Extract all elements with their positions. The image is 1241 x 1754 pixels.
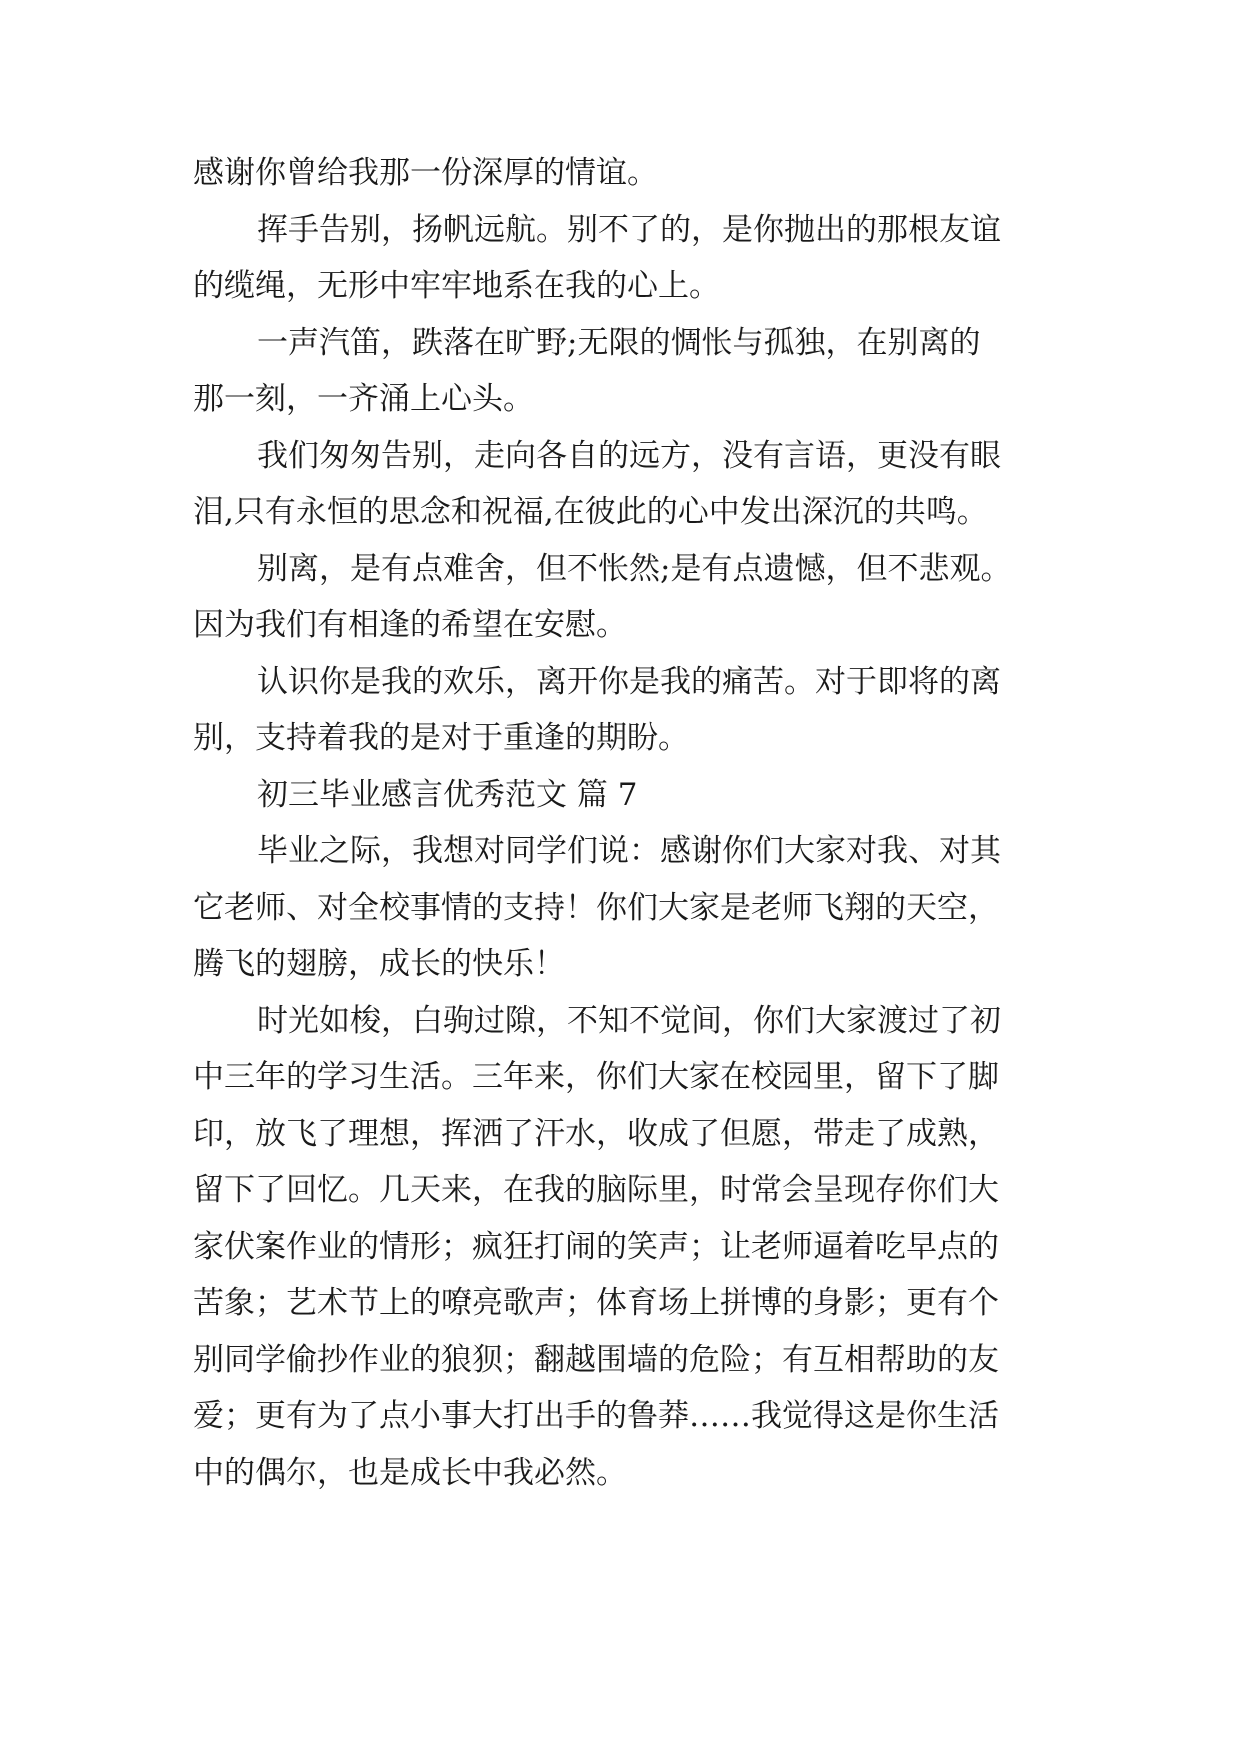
text-line: 腾飞的翅膀，成长的快乐！: [193, 946, 565, 982]
paragraph-line: 一声汽笛，跌落在旷野;无限的惆怅与孤独，在别离的: [257, 325, 981, 361]
text-line: 的缆绳，无形中牢牢地系在我的心上。: [193, 268, 720, 304]
text-line: 别同学偷抄作业的狼狈；翻越围墙的危险；有互相帮助的友: [193, 1342, 999, 1378]
paragraph-line: 认识你是我的欢乐，离开你是我的痛苦。对于即将的离: [257, 664, 1001, 700]
paragraph-line: 毕业之际，我想对同学们说：感谢你们大家对我、对其: [257, 833, 1001, 869]
text-line: 别，支持着我的是对于重逢的期盼。: [193, 720, 689, 756]
text-line: 中三年的学习生活。三年来，你们大家在校园里，留下了脚: [193, 1059, 999, 1095]
text-line: 泪,只有永恒的思念和祝福,在彼此的心中发出深沉的共鸣。: [193, 494, 988, 530]
section-heading: 初三毕业感言优秀范文 篇 7: [257, 777, 638, 813]
text-line: 中的偶尔，也是成长中我必然。: [193, 1455, 627, 1491]
text-line: 家伏案作业的情形；疯狂打闹的笑声；让老师逼着吃早点的: [193, 1229, 999, 1265]
paragraph-line: 我们匆匆告别，走向各自的远方，没有言语，更没有眼: [257, 438, 1001, 474]
paragraph-line: 时光如梭，白驹过隙，不知不觉间，你们大家渡过了初: [257, 1003, 1001, 1039]
text-line: 它老师、对全校事情的支持！你们大家是老师飞翔的天空，: [193, 890, 999, 926]
text-line: 留下了回忆。几天来，在我的脑际里，时常会呈现存你们大: [193, 1172, 999, 1208]
paragraph-line: 别离，是有点难舍，但不怅然;是有点遗憾，但不悲观。: [257, 551, 1012, 587]
paragraph-line: 挥手告别，扬帆远航。别不了的，是你抛出的那根友谊: [257, 212, 1001, 248]
text-line: 印，放飞了理想，挥洒了汗水，收成了但愿，带走了成熟，: [193, 1116, 999, 1152]
text-line: 爱；更有为了点小事大打出手的鲁莽……我觉得这是你生活: [193, 1398, 999, 1434]
text-line: 因为我们有相逢的希望在安慰。: [193, 607, 627, 643]
text-line: 那一刻，一齐涌上心头。: [193, 381, 534, 417]
text-line: 苦象；艺术节上的嘹亮歌声；体育场上拼博的身影；更有个: [193, 1285, 999, 1321]
text-line: 感谢你曾给我那一份深厚的情谊。: [193, 155, 658, 191]
